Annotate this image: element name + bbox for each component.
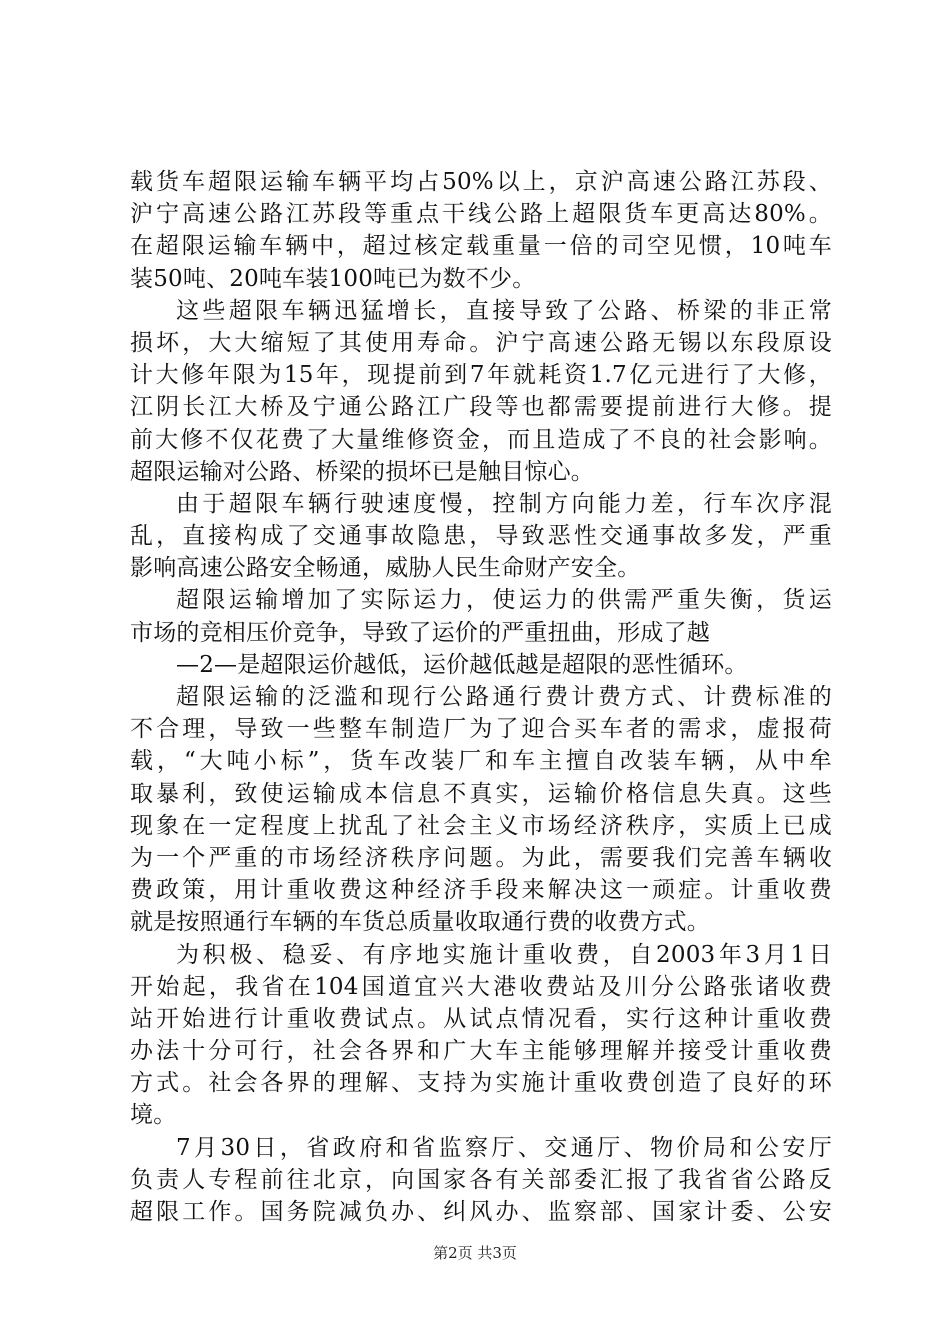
text-line: 前大修不仅花费了大量维修资金，而且造成了不良的社会影响。: [130, 426, 832, 453]
text-line: 就是按照通行车辆的车货总质量收取通行费的收费方式。: [130, 909, 710, 936]
text-line: 不合理，导致一些整车制造厂为了迎合买车者的需求，虚报荷: [130, 716, 832, 743]
text-line: 计大修年限为15年，现提前到7年就耗资1.7亿元进行了大修，: [130, 362, 832, 389]
text-line: 超限运输增加了实际运力，使运力的供需严重失衡，货运: [176, 587, 832, 614]
text-line: 江阴长江大桥及宁通公路江广段等也都需要提前进行大修。提: [130, 394, 832, 421]
text-line: 办法十分可行，社会各界和广大车主能够理解并接受计重收费: [130, 1038, 832, 1065]
text-line: 损坏，大大缩短了其使用寿命。沪宁高速公路无锡以东段原设: [130, 329, 832, 356]
text-line: 开始起，我省在104国道宜兴大港收费站及川分公路张诸收费: [130, 973, 832, 1000]
text-line: 由于超限车辆行驶速度慢，控制方向能力差，行车次序混: [176, 490, 832, 517]
text-line: —2—是超限运价越低，运价越低越是超限的恶性循环。: [176, 651, 748, 678]
page-footer: 第2页 共3页: [433, 1244, 517, 1262]
text-line: 超限工作。国务院减负办、纠风办、监察部、国家计委、公安: [130, 1199, 832, 1225]
text-line: 费政策，用计重收费这种经济手段来解决这一顽症。计重收费: [130, 877, 832, 904]
text-line: 为一个严重的市场经济秩序问题。为此，需要我们完善车辆收: [130, 844, 832, 871]
text-line: 影响高速公路安全畅通，威胁人民生命财产安全。: [130, 555, 641, 582]
document-body: [130, 166, 832, 1228]
text-line: 境。: [130, 1102, 177, 1129]
text-line: 市场的竞相压价竞争，导致了运价的严重扭曲，形成了越: [130, 619, 710, 646]
text-line: 装50吨、20吨车装100吨已为数不少。: [130, 265, 536, 292]
text-line: 载，“大吨小标”，货车改装厂和车主擅自改装车辆，从中牟: [130, 748, 832, 775]
text-line: 负责人专程前往北京，向国家各有关部委汇报了我省省公路反: [130, 1166, 832, 1193]
text-line: 载货车超限运输车辆平均占50%以上，京沪高速公路江苏段、: [130, 169, 832, 195]
text-line: 超限运输对公路、桥梁的损坏已是触目惊心。: [130, 458, 594, 485]
text-line: 超限运输的泛滥和现行公路通行费计费方式、计费标准的: [176, 684, 832, 710]
text-line: 这些超限车辆迅猛增长，直接导致了公路、桥梁的非正常: [176, 297, 832, 324]
text-line: 在超限运输车辆中，超过核定载重量一倍的司空见惯，10吨车: [130, 233, 832, 260]
text-line: 现象在一定程度上扰乱了社会主义市场经济秩序，实质上已成: [130, 812, 832, 839]
text-line: 取暴利，致使运输成本信息不真实，运输价格信息失真。这些: [130, 780, 832, 807]
text-line: 为积极、稳妥、有序地实施计重收费，自2003年3月1日: [176, 941, 832, 968]
text-line: 沪宁高速公路江苏段等重点干线公路上超限货车更高达80%。: [130, 201, 832, 228]
text-line: 乱，直接构成了交通事故隐患，导致恶性交通事故多发，严重: [130, 523, 832, 550]
text-line: 站开始进行计重收费试点。从试点情况看，实行这种计重收费: [130, 1005, 832, 1032]
text-line: 7月30日，省政府和省监察厅、交通厅、物价局和公安厅: [176, 1134, 832, 1161]
text-line: 方式。社会各界的理解、支持为实施计重收费创造了良好的环: [130, 1070, 832, 1097]
